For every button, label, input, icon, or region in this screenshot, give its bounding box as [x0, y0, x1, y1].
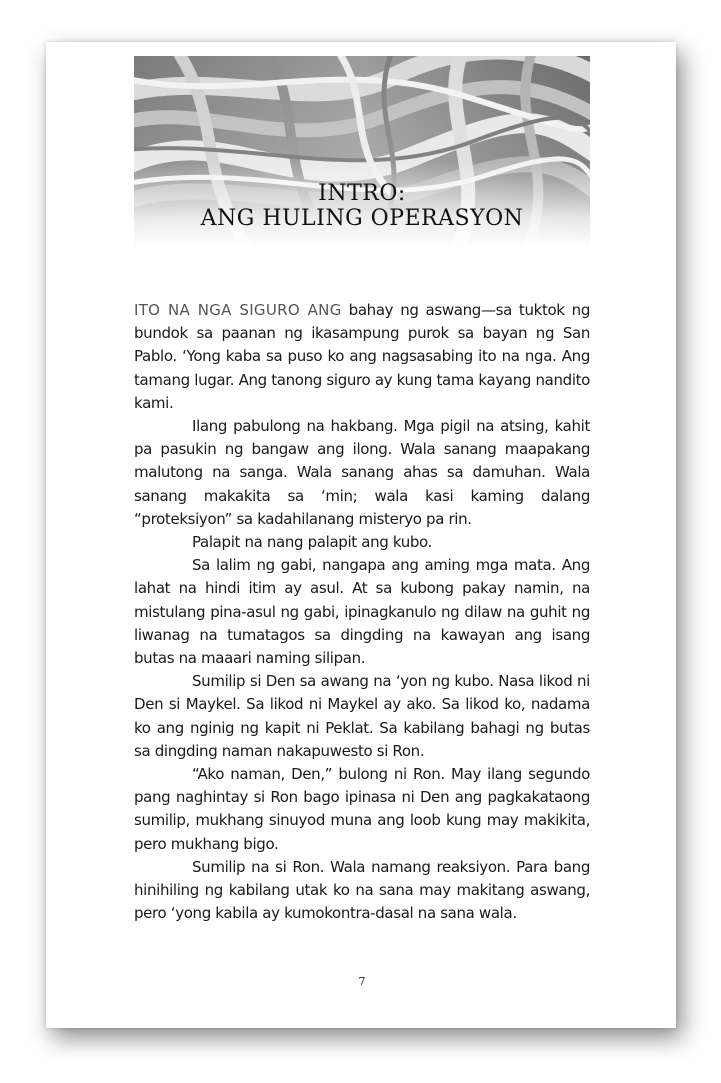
paragraph-4: Sa lalim ng gabi, nangapa ang aming mga mata. Ang lahat na hindi itim ay asul. At sa kubong pakay namin, na mistulang pina-asul ng gabi, ipinagkanulo ng dilaw na guhit ng liwanag na tumatagos sa dingding na kawayan ang isang butas na maaari naming silipan.	[134, 556, 590, 668]
paragraph-1-text: bahay ng aswang—sa tuktok ng bundok sa paanan ng ikasampung purok sa bayan ng San Pablo. ‘Yong kaba sa puso ko ang nagsasabing ito na nga. Ang tamang lugar. Ang tanong siguro ay kung tama kayang nandito kami.	[134, 301, 590, 412]
paragraph-7: Sumilip na si Ron. Wala namang reaksiyon. Para bang hinihiling ng kabilang utak ko na sana may makitang aswang, pero ‘yong kabila ay kumokontra-dasal na sana wala.	[134, 857, 590, 923]
paragraph-3: Palapit na nang palapit ang kubo.	[192, 533, 433, 552]
paragraph-1	[134, 299, 590, 415]
lead-in-text: ITO NA NGA SIGURO ANG	[134, 301, 342, 319]
chapter-title-line-2: ANG HULING OPERASYON	[200, 206, 524, 232]
chapter-title-line-1: INTRO:	[318, 181, 406, 206]
chapter-title	[134, 182, 590, 231]
paragraph-6: “Ako naman, Den,” bulong ni Ron. May ilang segundo pang naghintay si Ron bago ipinasa ni Den ang pagkakataong sumilip, mukhang sinuyod muna ang loob kung may makikita, pero mukhang bigo.	[134, 765, 590, 853]
page-number: 7	[358, 975, 366, 988]
chapter-body	[134, 299, 590, 925]
paragraph-2: Ilang pabulong na hakbang. Mga pigil na atsing, kahit pa pasukin ng bangaw ang ilong. Wala sanang maapakang malutong na sanga. Wala sanang ahas sa damuhan. Wala sanang makakita sa ‘min; wala kasi kaming dalang “proteksiyon” sa kadahilanang misteryo pa rin.	[134, 417, 590, 528]
book-page	[46, 42, 676, 1028]
paragraph-5: Sumilip si Den sa awang na ‘yon ng kubo. Nasa likod ni Den si Maykel. Sa likod ni Maykel ay ako. Sa likod ko, nadama ko ang nginig ng kapit ni Peklat. Sa kabilang bahagi ng butas sa dingding naman nakapuwesto si Ron.	[134, 672, 590, 760]
